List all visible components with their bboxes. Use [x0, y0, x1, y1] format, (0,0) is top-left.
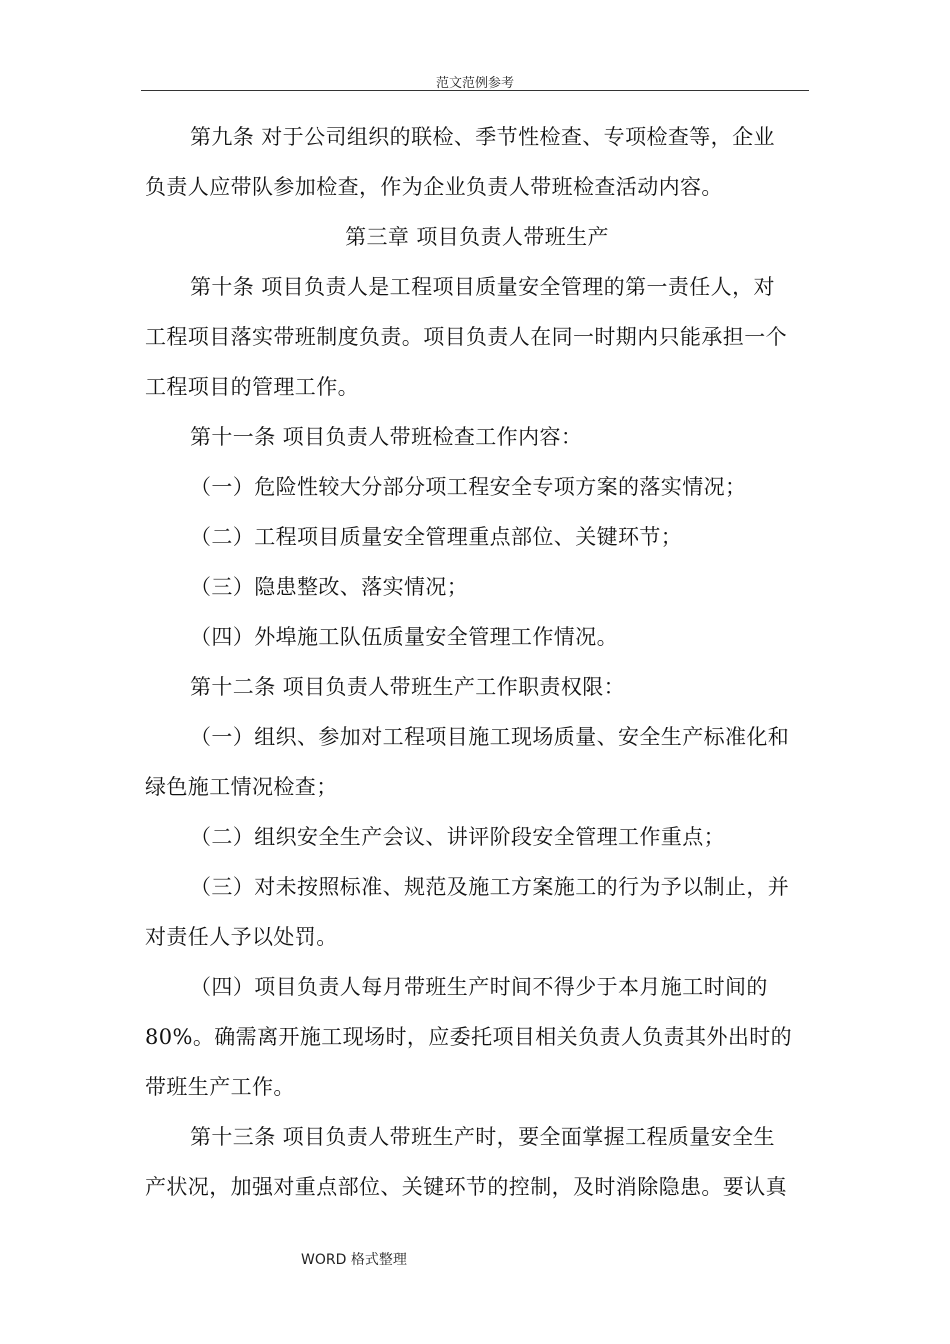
- text-line: 第十二条 项目负责人带班生产工作职责权限：: [190, 675, 626, 699]
- text-line: 工程项目落实带班制度负责。项目负责人在同一时期内只能承担一个: [145, 325, 787, 349]
- text-line: 绿色施工情况检查；: [145, 775, 338, 799]
- text-line: （一）危险性较大分部分项工程安全专项方案的落实情况；: [190, 475, 747, 499]
- text-line: （三）隐患整改、落实情况；: [190, 575, 469, 599]
- text-line: 对责任人予以处罚。: [145, 925, 338, 949]
- text-line: 第十三条 项目负责人带班生产时，要全面掌握工程质量安全生: [190, 1125, 775, 1149]
- text-line: 第十条 项目负责人是工程项目质量安全管理的第一责任人，对: [190, 275, 775, 299]
- text-line: 第九条 对于公司组织的联检、季节性检查、专项检查等，企业: [190, 125, 775, 149]
- text-line: （二）组织安全生产会议、讲评阶段安全管理工作重点；: [190, 825, 725, 849]
- chapter-heading: 第三章 项目负责人带班生产: [345, 225, 609, 249]
- text-line: 第十一条 项目负责人带班检查工作内容：: [190, 425, 583, 449]
- header-rule: [141, 90, 809, 91]
- text-line: （一）组织、参加对工程项目施工现场质量、安全生产标准化和: [190, 725, 790, 749]
- text-line: （四）项目负责人每月带班生产时间不得少于本月施工时间的: [190, 975, 768, 999]
- text-line: （四）外埠施工队伍质量安全管理工作情况。: [190, 625, 618, 649]
- page-header: 范文范例参考: [435, 76, 514, 91]
- text-line: 产状况，加强对重点部位、关键环节的控制，及时消除隐患。要认真: [145, 1175, 787, 1199]
- text-line: （三）对未按照标准、规范及施工方案施工的行为予以制止，并: [190, 875, 790, 899]
- text-line: 负责人应带队参加检查，作为企业负责人带班检查活动内容。: [145, 175, 723, 199]
- document-body: [145, 112, 809, 1212]
- text-line: 带班生产工作。: [145, 1075, 295, 1099]
- text-line: 80%。确需离开施工现场时，应委托项目相关负责人负责其外出时的: [145, 1025, 793, 1049]
- text-line: （二）工程项目质量安全管理重点部位、关键环节；: [190, 525, 683, 549]
- text-line: 工程项目的管理工作。: [145, 375, 359, 399]
- page-footer: WORD 格式整理: [301, 1252, 407, 1268]
